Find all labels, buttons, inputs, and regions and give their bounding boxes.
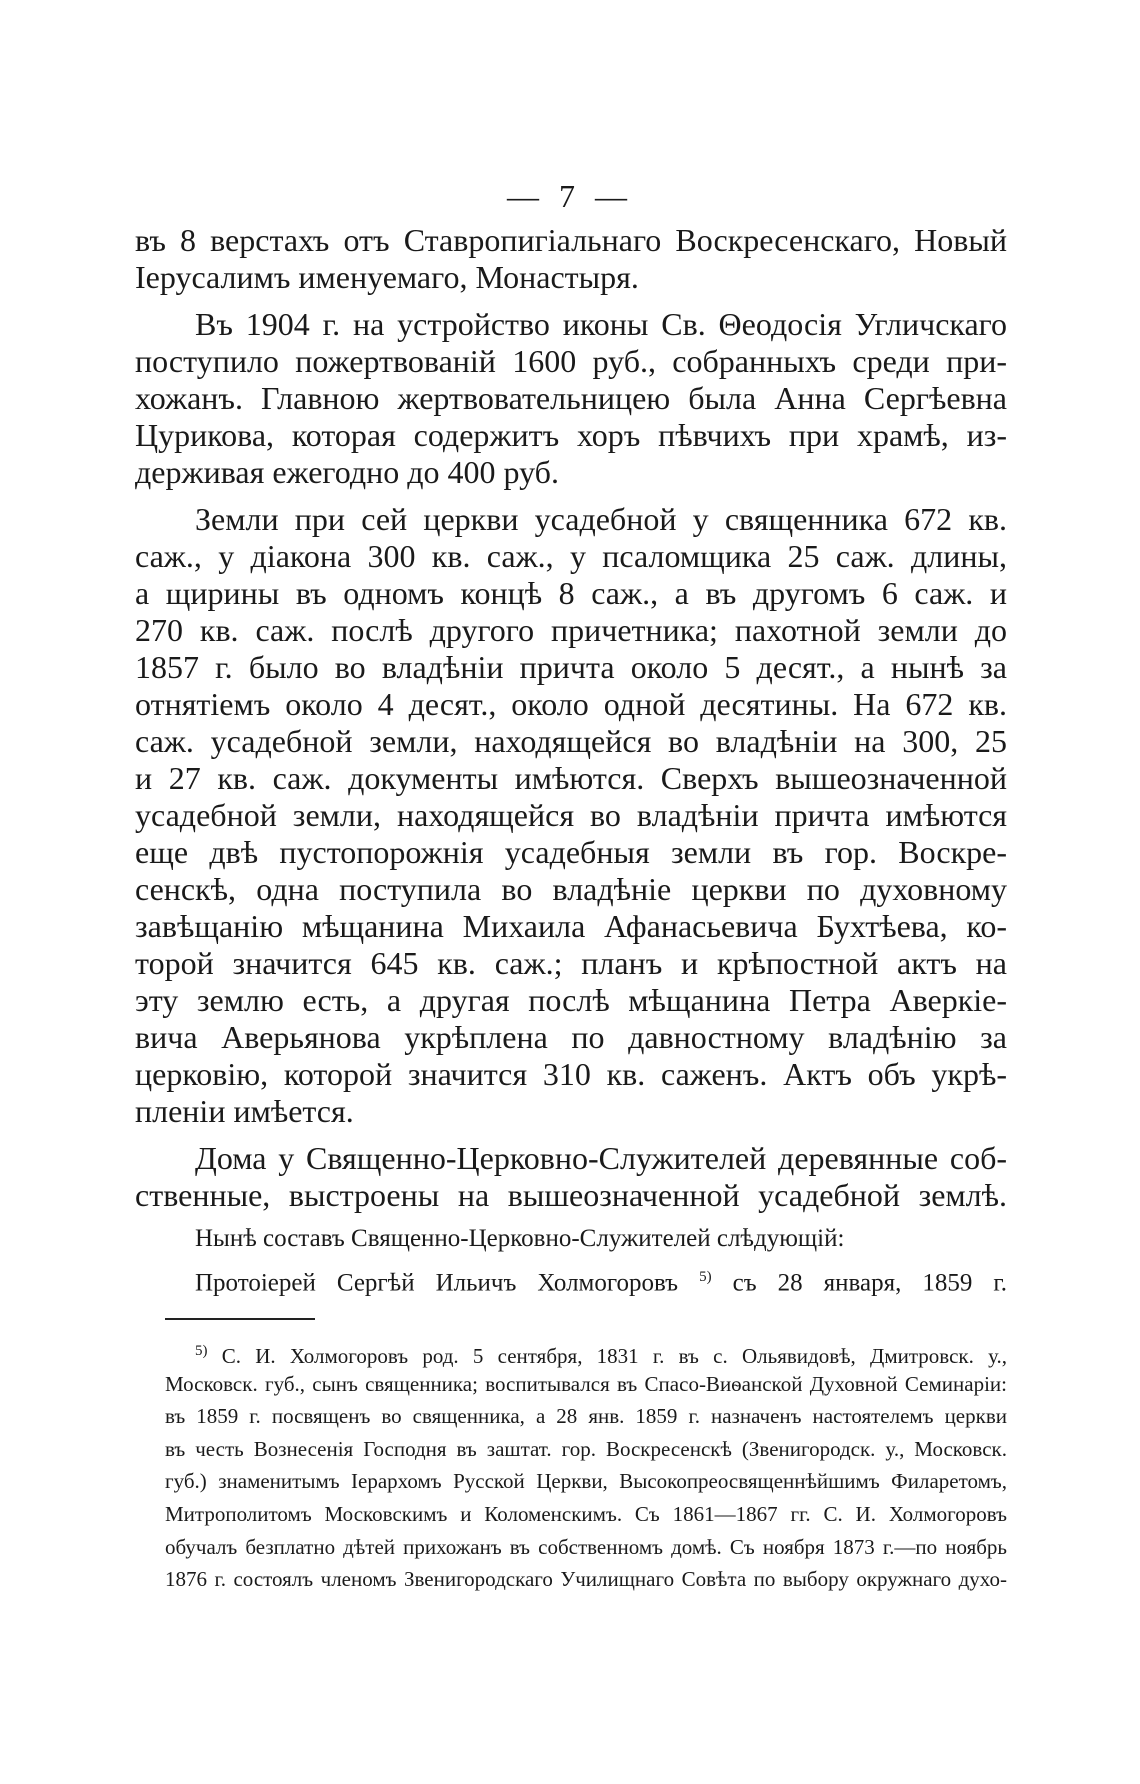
footnote-line: въ 1859 г. посвященъ во священника, а 28 янв. 1859 г. назначенъ настоятелемъ церкви bbox=[165, 1404, 1007, 1429]
text-line: Земли при сей церкви усадебной у священника 672 кв. bbox=[195, 501, 1007, 537]
clergy-roster bbox=[135, 1220, 1007, 1296]
text-line: и 27 кв. саж. документы имѣются. Сверхъ вышеозначенной bbox=[135, 760, 1007, 796]
footnote-divider bbox=[165, 1318, 315, 1320]
roster-entry-date: съ 28 января, 1859 г. bbox=[732, 1269, 1008, 1297]
footnote-line: въ честь Вознесенія Господня въ заштат. гор. Воскресенскѣ (Звенигородск. у., Московск. bbox=[165, 1436, 1007, 1461]
text-line: еще двѣ пустопорожнія усадебныя земли въ гор. Воскре- bbox=[135, 834, 1007, 870]
footnote-line bbox=[165, 1335, 1007, 1368]
text-line: 1857 г. было во владѣніи причта около 5 десят., а нынѣ за bbox=[135, 649, 1007, 685]
text-line: а щирины въ одномъ концѣ 8 саж., а въ другомъ 6 саж. и bbox=[135, 575, 1007, 611]
main-text bbox=[135, 222, 1007, 1214]
text-line: хожанъ. Главною жертвовательницею была Анна Сергѣевна bbox=[135, 380, 1007, 416]
text-line: Дома у Священно-Церковно-Служителей деревянные соб- bbox=[195, 1140, 1007, 1176]
text-line: Въ 1904 г. на устройство иконы Св. Θеодосія Угличскаго bbox=[195, 306, 1007, 342]
text-line: завѣщанію мѣщанина Михаила Афанасьевича Бухтѣева, ко- bbox=[135, 908, 1007, 944]
text-line: Іерусалимъ именуемаго, Монастыря. bbox=[135, 259, 639, 295]
text-line: усадебной земли, находящейся во владѣніи причта имѣются bbox=[135, 797, 1007, 833]
text-line: поступило пожертвованій 1600 руб., собранныхъ среди при- bbox=[135, 343, 1007, 379]
footnote-number: 5) bbox=[195, 1343, 208, 1359]
page-number: — 7 — bbox=[507, 178, 633, 214]
text-line: вича Аверьянова укрѣплена по давностному владѣнію за bbox=[135, 1019, 1007, 1055]
footnote-line: обучалъ безплатно дѣтей прихожанъ въ собственномъ домѣ. Съ ноября 1873 г.—по ноябрь bbox=[165, 1534, 1007, 1559]
text-line: саж., у діакона 300 кв. саж., у псаломщика 25 саж. длины, bbox=[135, 538, 1007, 574]
footnote-reference: 5) bbox=[699, 1269, 712, 1285]
text-line: въ 8 верстахъ отъ Ставропигіальнаго Воскресенскаго, Новый bbox=[135, 222, 1007, 258]
footnote-line: губ.) знаменитымъ Іерархомъ Русской Церкви, Высокопреосвященнѣйшимъ Филаретомъ, bbox=[165, 1469, 1007, 1494]
footnote-line: Московск. губ., сынъ священника; воспитывался въ Спасо-Виѳанской Духовной Семинаріи: bbox=[165, 1371, 1007, 1396]
footnote-text: С. И. Холмогоровъ род. 5 сентября, 1831 г. въ с. Ольявидовѣ, Дмитровск. у., bbox=[221, 1344, 1007, 1368]
paragraph bbox=[135, 222, 1007, 296]
text-line: держивая ежегодно до 400 руб. bbox=[135, 454, 559, 490]
roster-entry bbox=[135, 1258, 1007, 1296]
paragraph bbox=[135, 306, 1007, 491]
paragraph bbox=[135, 501, 1007, 1130]
footnote-line: 1876 г. состоялъ членомъ Звенигородскаго Училищнаго Совѣта по выбору окружнаго духо- bbox=[165, 1567, 1007, 1592]
text-line: эту землю есть, а другая послѣ мѣщанина Петра Аверкіе- bbox=[135, 982, 1007, 1018]
footnote-line: Митрополитомъ Московскимъ и Коломенскимъ. Съ 1861—1867 гг. С. И. Холмогоровъ bbox=[165, 1501, 1007, 1526]
text-line: церковію, которой значится 310 кв. саженъ. Актъ объ укрѣ- bbox=[135, 1056, 1007, 1092]
footnote bbox=[165, 1335, 1007, 1596]
roster-heading: Нынѣ составъ Священно-Церковно-Служителей слѣдующій: bbox=[195, 1225, 845, 1252]
text-line: саж. усадебной земли, находящейся во владѣніи на 300, 25 bbox=[135, 723, 1007, 759]
text-line: Цурикова, которая содержитъ хоръ пѣвчихъ при храмѣ, из- bbox=[135, 417, 1007, 453]
text-line: ственные, выстроены на вышеозначенной усадебной землѣ. bbox=[135, 1177, 1007, 1213]
text-line: торой значится 645 кв. саж.; планъ и крѣпостной актъ на bbox=[135, 945, 1007, 981]
text-line: отнятіемъ около 4 десят., около одной десятины. На 672 кв. bbox=[135, 686, 1007, 722]
roster-entry-name: Протоіерей Сергѣй Ильичъ Холмогоровъ bbox=[195, 1269, 679, 1297]
paragraph bbox=[135, 1140, 1007, 1214]
text-line: сенскѣ, одна поступила во владѣніе церкви по духовному bbox=[135, 871, 1007, 907]
text-line: пленіи имѣется. bbox=[135, 1093, 354, 1129]
text-line: 270 кв. саж. послѣ другого причетника; пахотной земли до bbox=[135, 612, 1007, 648]
